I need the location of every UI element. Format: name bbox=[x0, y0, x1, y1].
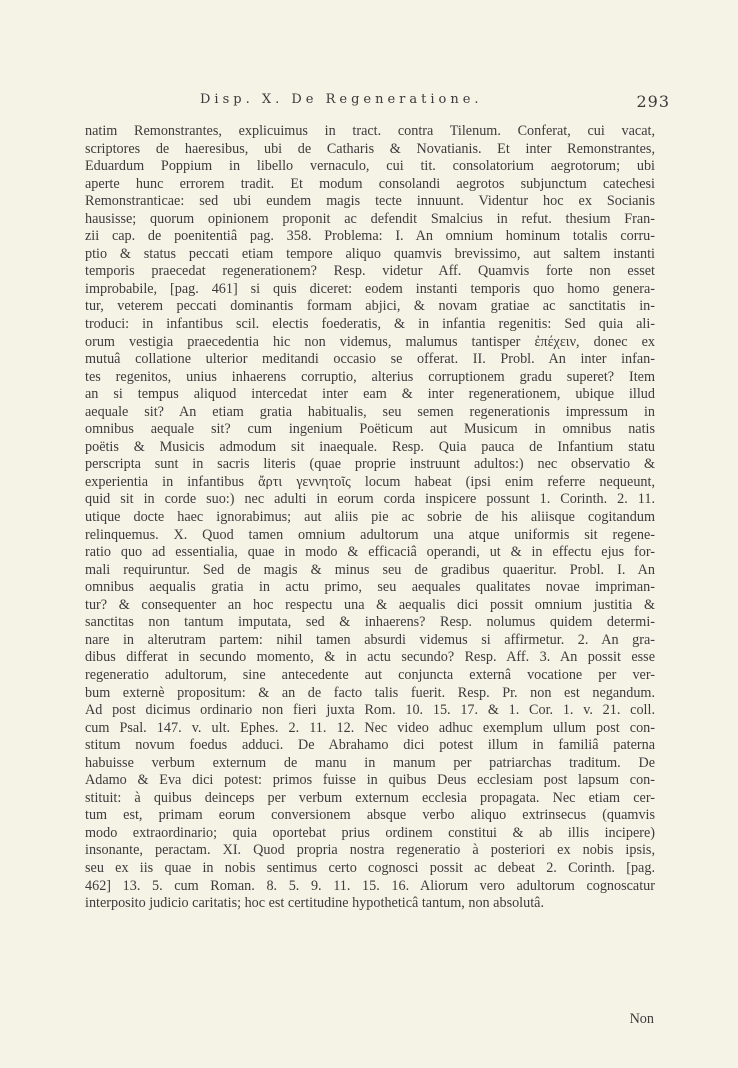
text-line: Adamo & Eva dici potest: primos fuisse in quibus Deus ecclesiam post lapsum con- bbox=[85, 772, 655, 789]
page-header bbox=[60, 92, 670, 112]
text-line: perscripta sunt in sacris literis (quae proprie instruunt adultos:) nec observatio & bbox=[85, 456, 655, 473]
text-line: stitum novum foedus adduci. De Abrahamo dici potest illum in familiâ paterna bbox=[85, 737, 655, 754]
text-line: seu ex iis quae in nobis sentimus certo cognosci possit ac debeat 2. Corinth. [pag. bbox=[85, 859, 655, 876]
text-line: habuisse verbum externum de manu in manum per patriarchas traditum. De bbox=[85, 754, 655, 771]
text-line: hausisse; quorum opinionem proponit ac defendit Smalcius in refut. thesium Fran- bbox=[85, 210, 655, 227]
text-line: omnibus aequalis gratia in actu primo, seu aequales qualitates novae impriman- bbox=[85, 579, 655, 596]
text-line: Remonstranticae: sed ubi eundem magis tecte innuunt. Videntur hoc ex Socianis bbox=[85, 193, 655, 210]
text-line: regeneratio adultorum, sine antecedente aut conjuncta externâ vocatione per ver- bbox=[85, 666, 655, 683]
text-line: aperte hunc errorem tradit. Et modum consolandi aegrotos subjunctum catechesi bbox=[85, 175, 655, 192]
paragraph bbox=[85, 123, 655, 913]
text-line: Eduardum Poppium in libello vernaculo, cui tit. consolatorium aegrotorum; ubi bbox=[85, 158, 655, 175]
text-line: zii cap. de poenitentiâ pag. 358. Problema: I. An omnium hominum totalis corru- bbox=[85, 228, 655, 245]
text-line: aequale sit? An etiam gratia habitualis, seu semen regenerationis impressum in bbox=[85, 403, 655, 420]
text-line: sanctitas non tantum imputata, sed & inhaerens? Resp. nolumus quidem determi- bbox=[85, 614, 655, 631]
text-line: tum est, primam eorum conversionem absque verbo aliquo extrinsecus (quamvis bbox=[85, 807, 655, 824]
text-line: experientia in infantibus ἄρτι γεννητοῖς locum habeat (ipsi enim referre nequeunt, bbox=[85, 473, 655, 490]
body-text bbox=[85, 123, 655, 913]
text-line: nare in alterutram partem: nihil tamen absurdi videmus si affirmetur. 2. An gra- bbox=[85, 631, 655, 648]
text-line: poëtis & Musicis admodum sit inaequale. Resp. Quia pauca de Infantium statu bbox=[85, 438, 655, 455]
text-line: insonante, peractam. XI. Quod propria nostra regeneratio à posteriori ex nobis ipsis, bbox=[85, 842, 655, 859]
text-line: troduci: in infantibus scil. electis foederatis, & in infantia regenitis: Sed quia ali- bbox=[85, 316, 655, 333]
text-line: tes regenitos, unius inhaerens corruptio, alterius corruptionem gradu superet? Item bbox=[85, 368, 655, 385]
text-line: bum externè propositum: & an de facto talis fuerit. Resp. Pr. non est negandum. bbox=[85, 684, 655, 701]
text-line: ratio quo ad essentialia, quae in modo & efficaciâ operandi, ut & in effectu ejus for- bbox=[85, 544, 655, 561]
catchword: Non bbox=[629, 1011, 654, 1027]
text-line: natim Remonstrantes, explicuimus in tract. contra Tilenum. Conferat, cui vacat, bbox=[85, 123, 655, 139]
page-number: 293 bbox=[636, 92, 670, 111]
text-line: Ad post dicimus ordinario non fieri juxta Rom. 10. 15. 17. & 1. Cor. 1. v. 21. coll. bbox=[85, 702, 655, 719]
text-line: quid sit in corde suo:) nec adulti in eorum corda inspicere possunt 1. Corinth. 2. 11. bbox=[85, 491, 655, 508]
text-line: mali requiruntur. Sed de magis & minus seu de gradibus quaeritur. Probl. I. An bbox=[85, 561, 655, 578]
text-line: dibus differat in secundo momento, & in actu secundo? Resp. Aff. 3. An possit esse bbox=[85, 649, 655, 666]
text-line: stituit: à quibus deinceps per verbum externum ecclesia propagata. Nec etiam cer- bbox=[85, 789, 655, 806]
text-line: ptio & status peccati etiam tempore aliquo quamvis brevissimo, aut saltem instanti bbox=[85, 245, 655, 262]
text-line: cum Psal. 147. v. ult. Ephes. 2. 11. 12. Nec video adhuc exemplum ullum post con- bbox=[85, 719, 655, 736]
text-line: improbabile, [pag. 461] si quis diceret: eodem instanti temporis quo homo genera- bbox=[85, 280, 655, 297]
text-line: utique docte haec ignorabimus; aut aliis pie ac sobrie de his aliisque cogitandum bbox=[85, 509, 655, 526]
text-line: 462] 13. 5. cum Roman. 8. 5. 9. 11. 15. 16. Aliorum vero adultorum cognoscatur bbox=[85, 877, 655, 894]
text-line: interposito judicio caritatis; hoc est certitudine hypotheticâ tantum, non absolutâ. bbox=[85, 895, 545, 912]
text-line: modo extraordinario; quia oportebat prius ordinem constitui & ab illis incipere) bbox=[85, 824, 655, 841]
text-line: scriptores de haeresibus, ubi de Catharis & Novatianis. Et inter Remonstrantes, bbox=[85, 140, 655, 157]
text-line: orum vestigia praecedentia hic non videmus, malumus tantisper ἐπέχειν, donec ex bbox=[85, 333, 655, 350]
text-line: tur, veterem peccati dominantis formam abjici, & novam gratiae ac sanctitatis in- bbox=[85, 298, 655, 315]
text-line: temporis praecedat regenerationem? Resp. videtur Aff. Quamvis forte non esset bbox=[85, 263, 655, 280]
text-line: tur? & consequenter an hoc respectu una & aequalis dici possit omnium justitia & bbox=[85, 596, 655, 613]
running-head: Disp. X. De Regeneratione. bbox=[200, 92, 483, 107]
text-line: relinquemus. X. Quod tamen omnium adultorum una atque uniformis sit regene- bbox=[85, 526, 655, 543]
text-line: an si tempus aliquod intercedat inter eam & inter regenerationem, ubique illud bbox=[85, 386, 655, 403]
text-line: omnibus aequale sit? cum ingenium Poëticum aut Musicum in omnibus natis bbox=[85, 421, 655, 438]
text-line: mutuâ collatione ulterior meditandi occasio se offerat. II. Probl. An inter infan- bbox=[85, 351, 655, 368]
